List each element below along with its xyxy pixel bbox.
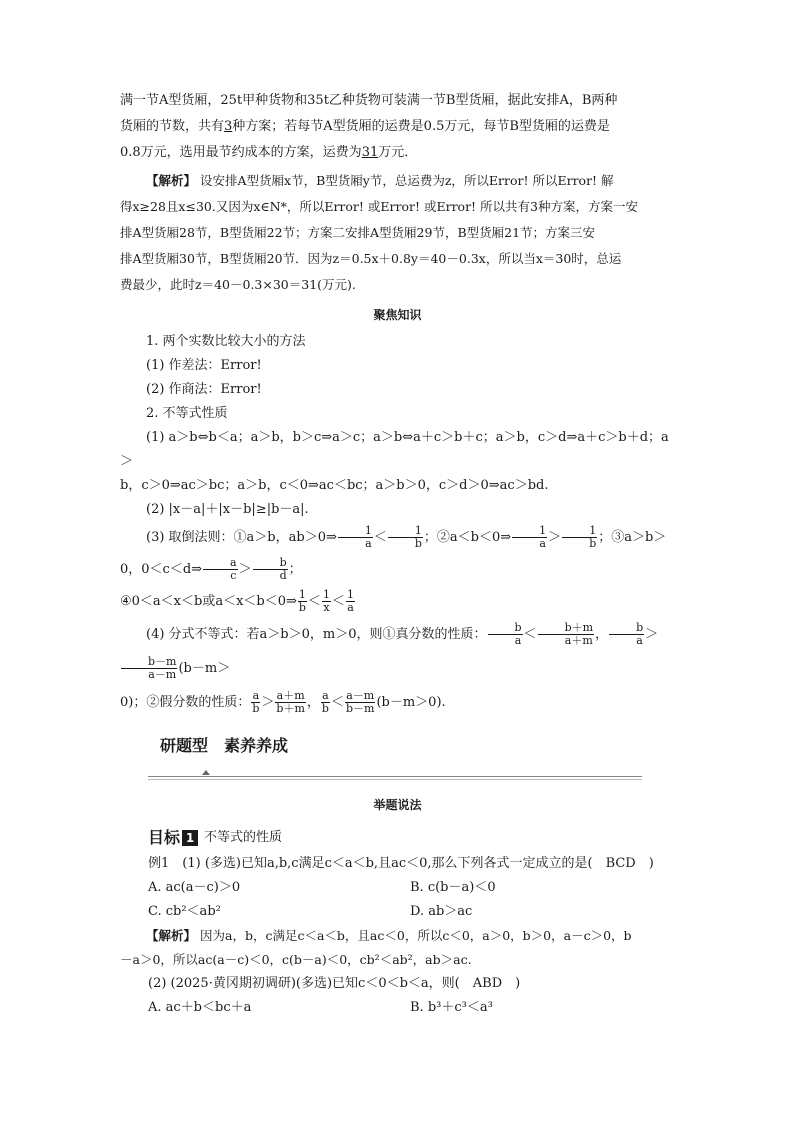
analysis-2-line-2: －a＞0，所以ac(a－c)＜0，c(b－a)＜0，cb²＜ab²，ab＞ac. <box>120 951 472 967</box>
fraction: $\frac{b}{d}$ <box>253 557 288 582</box>
example-1 <box>120 852 675 1020</box>
goal-badge: 目标 1 <box>148 829 198 847</box>
property-3: (3) 取倒法则：①a＞b，ab＞0⇒ $\frac{1}{a}$ ＜ $\frac{1}{b}$ ；②a＜b＜0⇒ $\frac{1}{a}$ ＞ $\frac{1}{b}$ ；③a＞b＞0，0＜c＜d⇒ $\frac{a}{c}$ ＞ $\frac{b}{d}$ ； <box>120 524 667 582</box>
options-row-3 <box>148 996 675 1020</box>
intro-line-1: 满一节A型货厢，25t甲种货物和35t乙种货物可装满一节B型货厢，据此安排A，B两种 <box>120 93 618 108</box>
intro-line-3: 0.8万元，选用最节约成本的方案，运费为31万元． <box>120 145 418 160</box>
fraction: $\frac{1}{a}$ <box>512 525 547 550</box>
method-2: (2) 作商法：Error! <box>146 382 262 397</box>
options-row-2 <box>148 900 675 924</box>
example-1-question: 例1 (1) (多选)已知a,b,c满足c＜a＜b,且ac＜0,那么下列各式一定成立的是( BCD ) <box>148 855 654 871</box>
property-4: (4) 分式不等式：若a＞b＞0，m＞0，则①真分数的性质： $\frac{b}{a}$ ＜ $\frac{b+m}{a+m}$ ， $\frac{b}{a}$ ＞ $\frac{b-m}{a-m}$ (b－m＞ <box>120 618 675 686</box>
goal-text: 不等式的性质 <box>204 830 283 845</box>
document-page <box>120 88 675 1020</box>
section-subtitle: 举题说法 <box>373 798 422 812</box>
fraction: $\frac{b}{a}$ <box>488 622 523 647</box>
fraction: $\frac{b+m}{a+m}$ <box>538 622 594 647</box>
answer-blank-2: 31 <box>361 145 379 160</box>
option-b2: B. b³＋c³＜a³ <box>410 999 493 1015</box>
fraction: $\frac{b-m}{a-m}$ <box>121 656 177 681</box>
section-title: 研题型 素养养成 <box>160 736 289 755</box>
option-d: D. ab＞ac <box>410 903 473 919</box>
fraction: $\frac{a-m}{b-m}$ <box>345 689 375 715</box>
fraction: $\frac{1}{x}$ <box>322 588 330 614</box>
fraction: $\frac{a+m}{b+m}$ <box>276 689 305 715</box>
example-1-question-2: (2) (2025·黄冈期初调研)(多选)已知c＜0＜b＜a，则( ABD ) <box>148 975 521 991</box>
intro-line-2: 货厢的节数，共有3种方案；若每节A型货厢的运费是0.5万元，每节B型货厢的运费是 <box>120 119 610 134</box>
heading-2: 2. 不等式性质 <box>146 406 228 421</box>
focus-content <box>120 330 675 720</box>
option-b: B. c(b－a)＜0 <box>410 879 496 895</box>
fraction: $\frac{1}{b}$ <box>562 525 597 550</box>
heading-1: 1. 两个实数比较大小的方法 <box>146 334 306 349</box>
answer-blank-1: 3 <box>224 119 233 134</box>
analysis-2: 【解析】 因为a，b，c满足c＜a＜b，且ac＜0，所以c＜0，a＞0，b＞0，a－c＞0，b <box>146 927 632 943</box>
fraction: $\frac{1}{b}$ <box>298 588 306 614</box>
focus-title: 聚焦知识 <box>373 308 422 322</box>
fraction: $\frac{a}{b}$ <box>252 689 260 715</box>
option-a2: A. ac＋b＜bc＋a <box>148 999 252 1015</box>
property-3b: ④0＜a＜x＜b或a＜x＜b＜0⇒ $\frac{1}{b}$ ＜ $\frac{1}{x}$ ＜ $\frac{1}{a}$ <box>120 588 354 614</box>
property-4b: 0)；②假分数的性质： $\frac{a}{b}$ ＞ $\frac{a+m}{b+m}$ ， $\frac{a}{b}$ ＜ $\frac{a-m}{b-m}$ (b－m＞0). <box>120 689 446 715</box>
triangle-marker-icon <box>202 770 210 775</box>
fraction: $\frac{1}{a}$ <box>338 525 373 550</box>
option-c: C. cb²＜ab² <box>148 903 221 919</box>
property-1a: (1) a＞b⇔b＜a；a＞b，b＞c⇒a＞c；a＞b⇔a＋c＞b＋c；a＞b，c＞d⇒a＋c＞b＋d；a＞ <box>120 430 669 469</box>
analysis-1: 【解析】 设安排A型货厢x节，B型货厢y节，总运费为z，所以Error! 所以Error! 解 得x≥28且x≤30.又因为x∈N*，所以Error! 或Error! 或Error! 所以共有3种方案，方案一安 排A型货厢28节，B型货厢22节；方案二安排A型货厢29节，B型货厢21节；方案三安 排A型货厢30节，B型货厢20节．因为z＝0.5x＋0.8y＝40－0.3x，所以当x＝30时，总运 费最少，此时z＝40－0.3×30＝31(万元). <box>120 173 638 292</box>
property-1b: b，c＞0⇒ac＞bc；a＞b，c＜0⇒ac＜bc；a＞b＞0，c＞d＞0⇒ac＞bd. <box>120 478 549 493</box>
property-2: (2) |x－a|＋|x－b|≥|b－a|. <box>146 502 309 517</box>
goal-header <box>148 828 675 848</box>
options-row-1 <box>148 876 675 900</box>
fraction: $\frac{b}{a}$ <box>609 622 644 647</box>
section-divider <box>148 772 642 782</box>
option-a: A. ac(a－c)＞0 <box>148 879 241 895</box>
intro-paragraph <box>120 88 675 166</box>
fraction: $\frac{a}{b}$ <box>321 689 329 715</box>
fraction: $\frac{1}{b}$ <box>388 525 423 550</box>
fraction: $\frac{1}{a}$ <box>346 588 354 614</box>
analysis-tag: 【解析】 <box>146 173 197 188</box>
fraction: $\frac{a}{c}$ <box>203 557 238 582</box>
method-1: (1) 作差法：Error! <box>146 358 262 373</box>
